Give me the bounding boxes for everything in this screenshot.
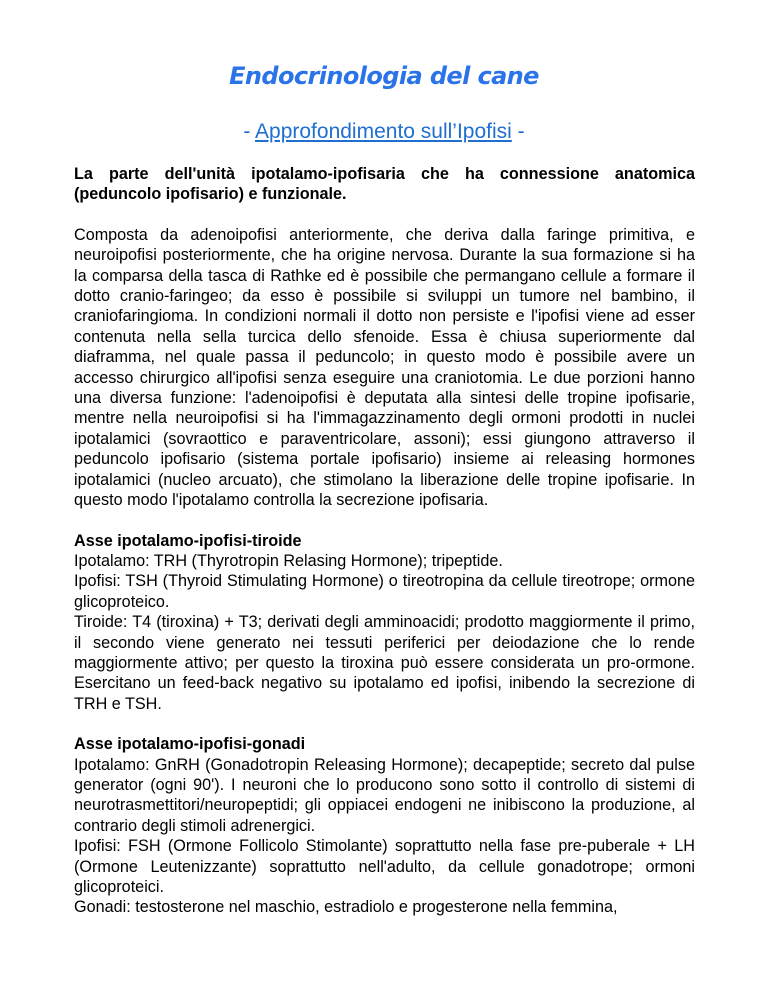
- section-heading-gonadi: Asse ipotalamo-ipofisi-gonadi: [74, 735, 306, 754]
- intro-bold-paragraph: La parte dell'unità ipotalamo-ipofisaria che ha connessione anatomica (peduncolo ipofisario) e funzionale.: [74, 165, 695, 204]
- gonadi-line-ipofisi: Ipofisi: FSH (Ormone Follicolo Stimolante) soprattutto nella fase pre-puberale + LH (Ormone Leutenizzante) soprattutto nell'adulto, da cellule gonadotrope; ormoni glicoproteici.: [74, 837, 695, 896]
- document-title: Endocrinologia del cane: [229, 62, 539, 90]
- subtitle-prefix: -: [243, 120, 256, 143]
- tiroide-line-ipotalamo: Ipotalamo: TRH (Thyrotropin Relasing Hormone); tripeptide.: [74, 551, 503, 570]
- section-heading-tiroide: Asse ipotalamo-ipofisi-tiroide: [74, 531, 302, 550]
- intro-paragraph: Composta da adenoipofisi anteriormente, che deriva dalla faringe primitiva, e neuroipofisi posteriormente, che ha origine nervosa. Durante la sua formazione si ha la comparsa della tasca di Rathke ed è possibile che permangano cellule a formare il dotto cranio-faringeo; da esso è possibile si sviluppi un tumore nel bambino, il craniofaringioma. In condizioni normali il dotto non persiste e l'ipofisi viene ad esser contenuta nella sella turcica dello sfenoide. Essa è chiusa superiormente dal diaframma, nel quale passa il peduncolo; in questo modo è possibile avere un accesso chirurgico all'ipofisi senza eseguire una craniotomia. Le due porzioni hanno una diversa funzione: l'adenoipofisi è deputata alla sintesi delle tropine ipofisarie, mentre nella neuroipofisi si ha l'immagazzinamento degli ormoni prodotti in nuclei ipotalamici (sovraottico e paraventricolare, assoni); essi giungono attraverso il peduncolo ipofisario (sistema portale ipofisario) insieme ai releasing hormones ipotalamici (nucleo arcuato), che stimolano la liberazione delle tropine ipofisarie. In questo modo l'ipotalamo controlla la secrezione ipofisaria.: [74, 225, 695, 510]
- subtitle-link[interactable]: Approfondimento sull’Ipofisi: [255, 120, 512, 143]
- tiroide-line-tiroide: Tiroide: T4 (tiroxina) + T3; derivati degli amminoacidi; prodotto maggiormente il primo, il secondo viene generato nei tessuti periferici per deiodazione che lo rende maggiormente attivo; per questo la tiroxina può essere considerata un pro-ormone. Esercitano un feed-back negativo su ipotalamo ed ipofisi, inibendo la secrezione di TRH e TSH.: [74, 613, 695, 713]
- gonadi-line-gonadi: Gonadi: testosterone nel maschio, estradiolo e progesterone nella femmina,: [74, 898, 618, 917]
- gonadi-line-ipotalamo: Ipotalamo: GnRH (Gonadotropin Releasing Hormone); decapeptide; secreto dal pulse generator (ogni 90'). I neuroni che lo producono sono sotto il controllo di sistemi di neurotrasmettitori/neuropeptidi; gli oppiacei endogeni ne inibiscono la produzione, al contrario degli stimoli adrenergici.: [74, 755, 695, 835]
- subtitle-suffix: -: [511, 120, 525, 143]
- document-subtitle: [0, 120, 768, 144]
- document-body: [74, 164, 695, 918]
- tiroide-line-ipofisi: Ipofisi: TSH (Thyroid Stimulating Hormone) o tireotropina da cellule tireotrope; ormone glicoproteico.: [74, 572, 695, 611]
